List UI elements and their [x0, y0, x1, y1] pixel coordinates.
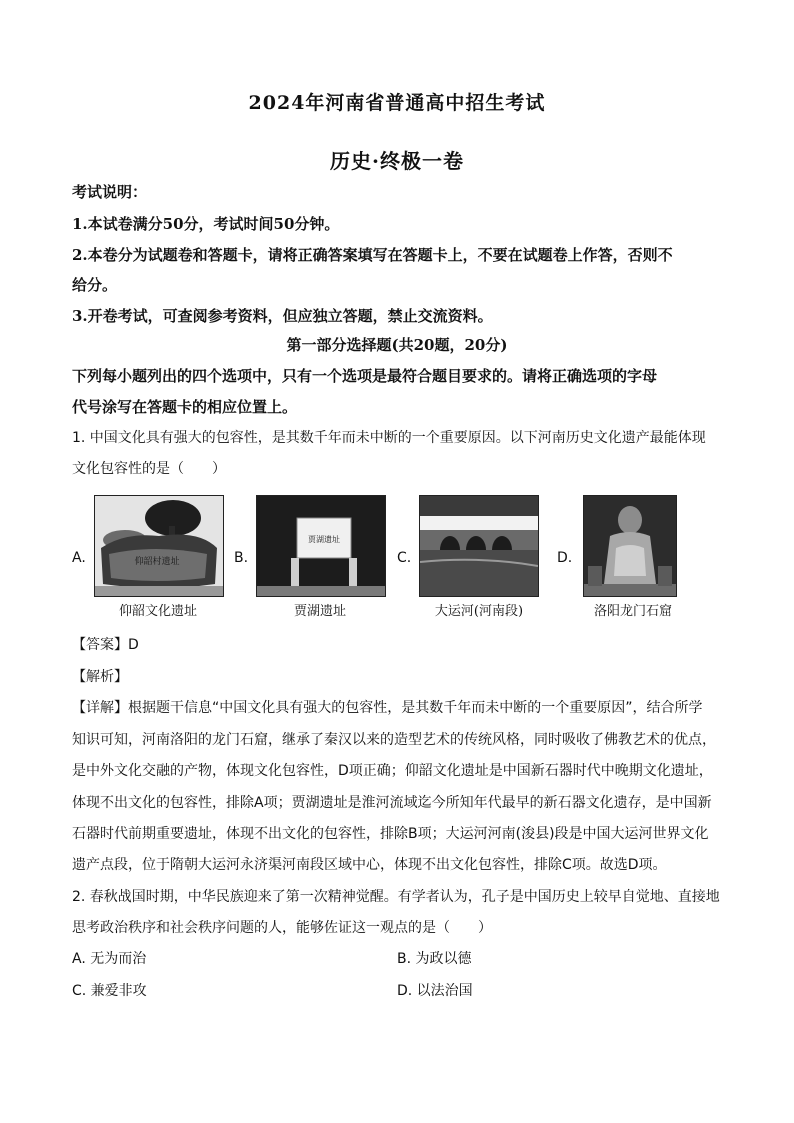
stone-bridge-image	[420, 496, 538, 596]
q1-analysis-label: 【解析】	[72, 669, 128, 685]
buddha-statue-image	[584, 496, 676, 596]
exam-subtitle: 历史·终极一卷	[330, 149, 464, 173]
q1-detail-line-3: 是中外文化交融的产物，体现文化包容性，D项正确；仰韶文化遗址是中国新石器时代中晚期文化遗址，	[72, 763, 713, 779]
q1-option-d-letter: D.	[557, 550, 573, 566]
jiahu-site-photo	[256, 495, 386, 597]
q1-option-a-letter: A.	[72, 550, 86, 566]
jiahu-sign-image	[257, 496, 385, 596]
q1-stem-line-2: 文化包容性的是（ ）	[72, 461, 226, 477]
stone-inscription: 仰韶村遗址	[134, 557, 180, 567]
q1-detail-line-4: 体现不出文化的包容性，排除A项；贾湖遗址是淮河流域迄今所知年代最早的新石器文化遗存，是中国新	[72, 795, 712, 811]
q1-option-c-caption: 大运河(河南段)	[434, 604, 524, 619]
q2-stem-line-2: 思考政治秩序和社会秩序问题的人，能够佐证这一观点的是（ ）	[72, 920, 492, 936]
q1-figure-row	[72, 495, 722, 620]
yangshao-stone-image	[95, 496, 223, 596]
q1-option-c-letter: C.	[397, 550, 412, 566]
instructions-heading: 考试说明：	[72, 183, 148, 201]
yangshao-site-photo	[94, 495, 224, 597]
q1-option-b-letter: B.	[234, 550, 249, 566]
q2-option-d[interactable]: D. 以法治国	[397, 983, 473, 999]
q1-detail-line-1: 【详解】根据题干信息“中国文化具有强大的包容性，是其数千年而未中断的一个重要原因”，结合所学	[72, 700, 703, 716]
q2-option-c[interactable]: C. 兼爱非攻	[72, 983, 147, 999]
q1-stem-line-1: 1. 中国文化具有强大的包容性，是其数千年而未中断的一个重要原因。以下河南历史文化遗产最能体现	[72, 430, 706, 446]
q1-option-b-caption: 贾湖遗址	[293, 604, 346, 619]
sign-inscription: 贾湖遗址	[308, 535, 340, 544]
grand-canal-photo	[419, 495, 539, 597]
q2-option-b[interactable]: B. 为政以德	[397, 951, 472, 967]
instruction-item-2-line-2: 给分。	[72, 276, 118, 294]
q1-option-a-caption: 仰韶文化遗址	[118, 604, 197, 619]
q1-detail-line-5: 石器时代前期重要遗址，体现不出文化的包容性，排除B项；大运河河南(浚县)段是中国大运河世界文化	[72, 826, 709, 842]
section-note-line-2: 代号涂写在答题卡的相应位置上。	[72, 398, 298, 416]
section-note-line-1: 下列每小题列出的四个选项中，只有一个选项是最符合题目要求的。请将正确选项的字母	[72, 367, 658, 385]
longmen-grottoes-photo	[583, 495, 677, 597]
exam-title: 2024年河南省普通高中招生考试	[248, 92, 546, 114]
instruction-item-1: 1.本试卷满分50分，考试时间50分钟。	[72, 215, 340, 233]
instruction-item-2-line-1: 2.本卷分为试题卷和答题卡，请将正确答案填写在答题卡上，不要在试题卷上作答，否则不	[72, 246, 673, 264]
q1-answer: 【答案】D	[72, 637, 139, 653]
q1-option-d-caption: 洛阳龙门石窟	[593, 604, 672, 619]
section-title: 第一部分选择题(共20题，20分)	[286, 336, 508, 354]
q1-detail-line-2: 知识可知，河南洛阳的龙门石窟，继承了秦汉以来的造型艺术的传统风格，同时吸收了佛教艺术的优点，	[72, 732, 716, 748]
q2-stem-line-1: 2. 春秋战国时期，中华民族迎来了第一次精神觉醒。有学者认为，孔子是中国历史上较早自觉地、直接地	[72, 889, 720, 905]
instruction-item-3: 3.开卷考试，可查阅参考资料，但应独立答题，禁止交流资料。	[72, 307, 493, 325]
q1-detail-line-6: 遗产点段，位于隋朝大运河永济渠河南段区域中心，体现不出文化包容性，排除C项。故选D项。	[72, 857, 667, 873]
q2-option-a[interactable]: A. 无为而治	[72, 951, 147, 967]
